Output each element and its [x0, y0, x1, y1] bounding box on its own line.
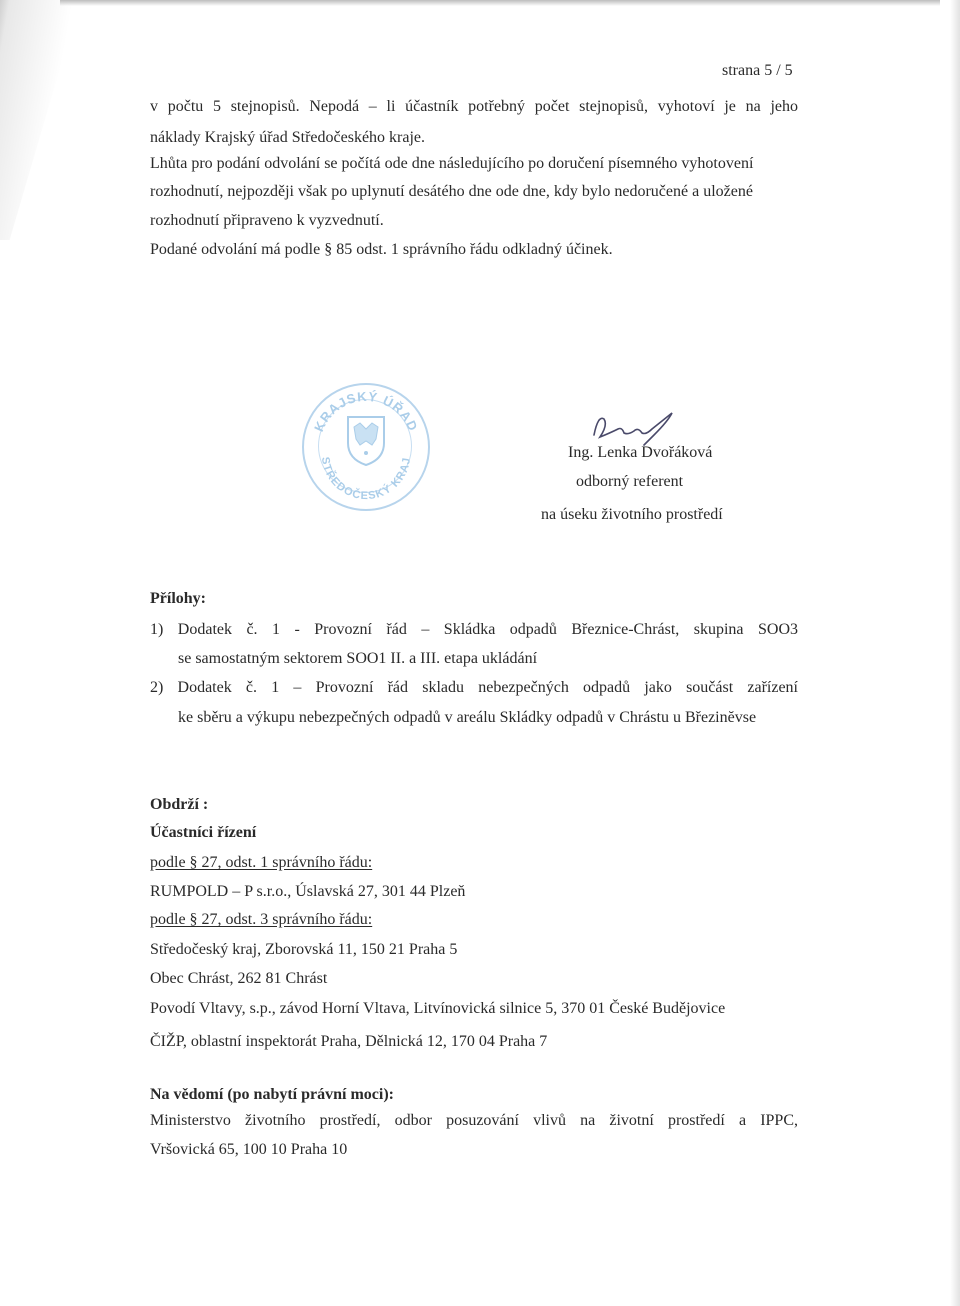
official-stamp: [302, 383, 430, 511]
body-line-4: rozhodnutí, nejpozději však po uplynutí desátého dne ode dne, kdy bylo nedoručené a uložené: [150, 183, 753, 200]
recipient-cizp: ČIŽP, oblastní inspektorát Praha, Dělnická 12, 170 04 Praha 7: [150, 1033, 548, 1050]
scan-shadow-top: [60, 0, 940, 6]
signer-department: na úseku životního prostředí: [541, 506, 723, 523]
section-27-3: podle § 27, odst. 3 správního řádu:: [150, 911, 373, 928]
page-number: strana 5 / 5: [722, 62, 793, 79]
participants-heading: Účastníci řízení: [150, 824, 257, 841]
recipient-stredocesky-kraj: Středočeský kraj, Zborovská 11, 150 21 Praha 5: [150, 941, 458, 958]
attachment-1-line-2: se samostatným sektorem SOO1 II. a III. etapa ukládání: [178, 650, 538, 667]
notice-line-1: Ministerstvo životního prostředí, odbor posuzování vlivů na životní prostředí a IPPC,: [150, 1112, 798, 1129]
body-line-6: Podané odvolání má podle § 85 odst. 1 správního řádu odkladný účinek.: [150, 241, 613, 258]
scan-shadow-right: [950, 0, 960, 1306]
signer-role: odborný referent: [576, 473, 684, 490]
attachments-heading: Přílohy:: [150, 590, 206, 607]
scan-shadow-left: [0, 0, 80, 240]
attachment-2-line-2: ke sběru a výkupu nebezpečných odpadů v areálu Skládky odpadů v Chrástu u Březinĕvse: [178, 709, 757, 726]
body-line-1: v počtu 5 stejnopisů. Nepodá – li účastník potřebný počet stejnopisů, vyhotoví je na jeho: [150, 98, 798, 115]
attachment-1-line-1: 1) Dodatek č. 1 - Provozní řád – Skládka odpadů Březnice-Chrást, skupina SOO3: [150, 621, 798, 638]
body-line-5: rozhodnutí připraveno k vyzvednutí.: [150, 212, 384, 229]
notice-heading: Na vědomí (po nabytí právní moci):: [150, 1086, 394, 1103]
svg-text:STŘEDOČESKÝ KRAJ: STŘEDOČESKÝ KRAJ: [318, 456, 414, 503]
stamp-text: [304, 385, 428, 509]
recipients-heading: Obdrží :: [150, 796, 209, 813]
svg-text:KRAJSKÝ ÚŘAD: KRAJSKÝ ÚŘAD: [311, 388, 421, 434]
recipient-rumpold: RUMPOLD – P s.r.o., Úslavská 27, 301 44 Plzeň: [150, 883, 466, 900]
notice-line-2: Vršovická 65, 100 10 Praha 10: [150, 1141, 348, 1158]
body-line-3: Lhůta pro podání odvolání se počítá ode dne následujícího po doručení písemného vyhotovení: [150, 155, 754, 172]
recipient-povodi-vltavy: Povodí Vltavy, s.p., závod Horní Vltava, Litvínovická silnice 5, 370 01 České Budějovice: [150, 1000, 726, 1017]
body-line-2: náklady Krajský úřad Středočeského kraje.: [150, 129, 426, 146]
signer-name: Ing. Lenka Dvořáková: [568, 444, 713, 461]
recipient-obec-chrast: Obec Chrást, 262 81 Chrást: [150, 970, 328, 987]
section-27-1: podle § 27, odst. 1 správního řádu:: [150, 854, 373, 871]
attachment-2-line-1: 2) Dodatek č. 1 – Provozní řád skladu nebezpečných odpadů jako součást zařízení: [150, 679, 798, 696]
